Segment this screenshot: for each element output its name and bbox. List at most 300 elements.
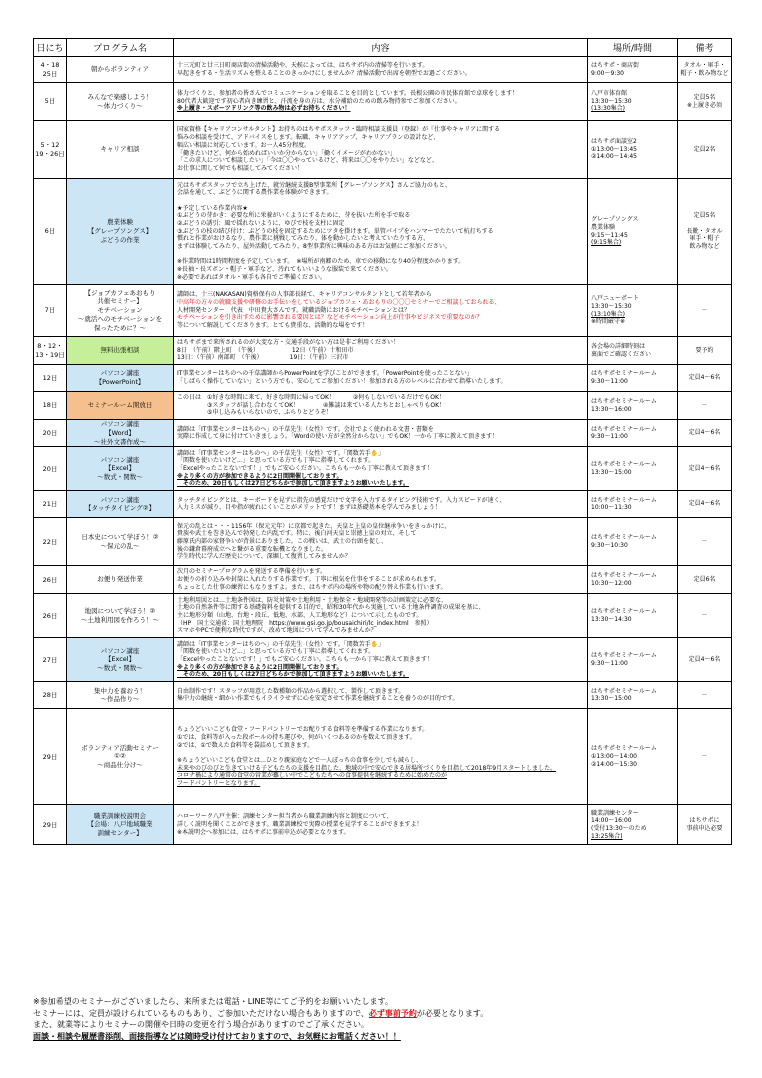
row-place-line: 9:00～9:30 (591, 69, 624, 77)
row-place (588, 491, 678, 518)
row-program-line: 【グレープソングス】 (87, 227, 153, 236)
row-date-line: 13・19日 (35, 350, 65, 359)
row-content (174, 121, 588, 179)
row-program (67, 392, 174, 420)
row-program (67, 805, 174, 845)
row-content-line: 国家資格【キャリアコンサルタント】お持ちのはちサポスタッフ・臨時相談支援員（登録）が『仕事やキャリアに関する (177, 126, 501, 134)
row-program-line: ～数式・関数～ (97, 664, 143, 673)
row-place-line: はちサポセミナールーム (591, 425, 657, 433)
row-content-line: ※必要であればタオル・軍手も各自でご準備ください。 (177, 273, 327, 281)
row-note-line: 定員4～6名 (688, 656, 721, 663)
row-date (34, 682, 67, 709)
row-note-line: 定員4～6名 (688, 500, 721, 508)
row-program-line: ～土地利用図を作ろう！～ (81, 615, 159, 624)
row-content-line: ③ぶどうの枝の結び付け：ぶどうの枝を固定するためにツタを掛けます。単管パイプをハンマーでたたいて杭打ちする (177, 227, 494, 235)
row-note-line: － (701, 612, 708, 619)
row-content (174, 365, 588, 392)
row-date (34, 709, 67, 805)
row-note (678, 365, 732, 392)
row-program-line: 集中力を養おう！ (94, 686, 146, 695)
row-content (174, 447, 588, 491)
row-program-line: ぶどうの作業 (100, 235, 140, 244)
row-program-line: 農業体験 (107, 218, 133, 227)
row-content-line: ハローワーク八戸主催：訓練センター担当者から職業訓練内容と制度について、 (177, 813, 393, 821)
row-note-line: 事前申込必要 (686, 824, 723, 832)
schedule-row (34, 518, 732, 566)
row-place-line: はちサポセミナールーム (591, 370, 657, 378)
footer-line-2 (33, 1008, 733, 1020)
row-program-line: ～数式・関数～ (97, 473, 143, 482)
row-place (588, 179, 678, 285)
row-program (67, 285, 174, 337)
schedule-row (34, 805, 732, 845)
row-content-line: 80代者大歓迎です初心者向き練習と、汗流を身の方は、水分補給のための飲み物持参でご参加ください。 (177, 97, 461, 105)
row-place-line: 八戸市体育館 (591, 89, 628, 97)
row-note-line: － (701, 401, 708, 409)
row-place (588, 594, 678, 638)
row-date (34, 83, 67, 121)
row-content (174, 491, 588, 518)
row-note-line: 定員6名 (693, 576, 716, 583)
row-date (34, 491, 67, 518)
row-place-line: 裏面でご確認ください (591, 350, 652, 358)
row-program-line: 保ったために？～ (94, 323, 146, 332)
row-date-line: 22日 (42, 537, 58, 546)
row-program-line: 【Word】 (105, 428, 135, 437)
row-content (174, 179, 588, 285)
row-place (588, 805, 678, 845)
row-program (67, 491, 174, 518)
row-place-line: 13:30～15:30 (591, 97, 632, 105)
row-content-line: 「関数を使いたいけど...」と思っている方でも丁寧に指導してくれます。 (177, 648, 375, 656)
row-note-line: 定員2名 (693, 145, 716, 153)
row-date (34, 518, 67, 566)
schedule-row (34, 285, 732, 337)
row-content-line: 「働きたいけど、何から始めればいいか分からない」「働くイメージがわかない」 (177, 149, 396, 157)
row-note-line: 軍手・帽子 (689, 235, 720, 243)
row-place-line: 13:25集合) (591, 832, 623, 840)
row-note (678, 420, 732, 447)
row-program (67, 337, 174, 365)
row-note-line: 定員5名 (693, 93, 716, 101)
row-place-line: ②14:00～14:45 (591, 153, 637, 161)
row-program-line: 共催セミナー】 (97, 297, 143, 306)
row-place-line: (9:15集合) (591, 239, 622, 247)
row-content-line: 主に地形分類（山地、台地・段丘、低地、水部、人工地形など）について示したものです。 (177, 612, 423, 619)
row-content-line: ※作業時間は1時間程度を予定しています。 ※場所が南郷のため、車での移動になり40分程度かかります。 (177, 258, 465, 266)
row-content-line: 貴族や武士を巻き込んで勃発した内乱です。特に、後白河天皇と崇徳上皇の対立、そして (177, 530, 417, 538)
row-date-line: 20日 (42, 464, 58, 473)
row-place-line: (13:30集合) (591, 105, 625, 113)
row-date-line: 26日 (42, 575, 58, 584)
row-content (174, 83, 588, 121)
schedule-row (34, 392, 732, 420)
row-content (174, 709, 588, 805)
row-place-line: 9:15～11:45 (591, 231, 628, 239)
row-program (67, 121, 174, 179)
row-content (174, 638, 588, 682)
row-program-line: 地図について学ぼう！② (84, 607, 156, 616)
schedule-row (34, 83, 732, 121)
row-date (34, 638, 67, 682)
schedule-row (34, 709, 732, 805)
schedule-row (34, 638, 732, 682)
row-content-line: 十三元町と廿三日町商店街の清掃活動や、天候によっては、はちサポ内の清掃等を行います。 (177, 61, 429, 69)
row-content-line: ※より多くの方が参加できるように2日間開催しております。 (177, 663, 343, 671)
row-content-line: ⑤申し込みもいらないので、ふらりとどうぞ！ (177, 409, 333, 417)
row-date-line: 29日 (42, 752, 58, 761)
row-place-line: ※時間厳守※ (591, 318, 626, 326)
row-place-line: はちサポセミナールーム (591, 397, 657, 405)
row-place-line: はちサポセミナールーム (591, 745, 657, 753)
row-date (34, 420, 67, 447)
row-content-line: 元はちサポスタッフで立ち上げた、就労継続支援B型事業所【グレープソングス】さんご協力のもと、 (177, 181, 451, 189)
row-content-line: ※長袖・長ズボン・帽子・軍手など、汚れてもいいような服装で来てください。 (177, 266, 393, 274)
row-place-line: 各会場の詳細時刻は (591, 342, 646, 350)
row-date-line: 4・18 (40, 61, 60, 70)
row-place (588, 337, 678, 365)
row-date-line: 25日 (42, 69, 58, 78)
row-content-line: 「Excelやったことないです！」でもご安心ください。こちらも一から丁寧に教えて頂きます！ (177, 464, 433, 472)
schedule-row (34, 337, 732, 365)
row-program-line: 【会場：八戸地域職業 (87, 820, 153, 829)
header-content: 内容 (174, 39, 588, 57)
schedule-row (34, 420, 732, 447)
row-program-line: ボランティア活動セミナー (81, 743, 159, 752)
row-place-line: ①13:00～13:45 (591, 145, 637, 153)
row-content-line: 「しばらく操作していない」という方でも、安心してご参加ください！参加される方のレベルに合わせて指導いたします。 (177, 378, 507, 386)
row-note-line: ※上履き必須 (686, 101, 723, 109)
row-note-line: タオル・軍手・ (683, 61, 726, 69)
row-note (678, 447, 732, 491)
row-content-line: モチベーションを引き出すために影響される要因とは？などモチベーション向上が仕事やビジネスで重要なのか？ (177, 314, 483, 322)
row-program (67, 638, 174, 682)
row-content-line: タッチタイピングとは、キーボードを見ずに指先の感覚だけで文字を入力するタイピング技術です。入力スピードが速く、 (177, 496, 506, 504)
row-note (678, 121, 732, 179)
footer-line-3: また、就業等によりセミナーの開催や日時の変更を行う場合がありますのでご了承ください。 (33, 1020, 369, 1030)
row-content (174, 285, 588, 337)
row-content-line: 土地利用図とは…土地条件図は、防災対策や土地利用・土地保全・地域開発等の計画策定に必要な、 (177, 596, 448, 604)
row-content-line: 13日：（午前）南部町 （午後） 19日：（午前）三沢市 (177, 354, 349, 362)
row-date (34, 57, 67, 83)
row-content-line: 講師は「IT事業センターはちのへ」の千草先生（女性）です。会社でよく使われる文書・書類を (177, 425, 434, 433)
row-date-line: 5・12 (40, 141, 60, 150)
row-program-line: 職業訓練校説明会 (94, 811, 146, 820)
footer-notes (33, 996, 733, 1042)
row-date-line: 28日 (42, 691, 58, 700)
row-program-line: モチベーション (97, 306, 143, 315)
footer-reservation-required: 必ず事前予約 (368, 1008, 417, 1018)
row-content (174, 57, 588, 83)
row-place (588, 566, 678, 594)
row-content-line: 人材開発センター 代表 中田貴大さんです。就職活動におけるモチベーションとは？ (177, 306, 411, 314)
row-program-line: ①② (114, 752, 126, 761)
row-place-line: はちサポ面談室2 (591, 137, 637, 145)
row-content-line: この日は ①好きな時間に来て、好きな時間に帰ってOK！ ②何もしないでいるだけでもOK！ (177, 394, 445, 402)
row-note-line: 定員4～6名 (688, 374, 721, 382)
row-date (34, 392, 67, 420)
row-program-line: ～商品仕分け～ (97, 761, 143, 770)
row-content-line: 土地の自然条件等に関する基礎資料を提供する目的で、昭和30年代から実施している土地条件調査の成果を基に、 (177, 604, 485, 612)
row-program-line: パソコン講座 (100, 369, 140, 378)
row-place-line: (受付13:30～のため (591, 824, 647, 832)
row-place-line: はちサポセミナールーム (591, 534, 657, 542)
row-program-line: 【PowerPoint】 (95, 378, 145, 387)
row-content-line: ★予定している作業内容★ (177, 204, 248, 212)
row-program (67, 709, 174, 805)
row-place-line: ②14:00～15:30 (591, 760, 637, 768)
row-place-line: 14:00～16:00 (591, 817, 632, 825)
row-program-line: セミナールーム開放日 (87, 401, 153, 410)
row-note-line: － (701, 691, 708, 699)
row-note-line: 飲み物など (689, 243, 720, 250)
row-program-line: 【Excel】 (104, 655, 136, 664)
footer-line-1: ※参加希望のセミナーがございましたら、来所または電話・LINE等にてご予約をお願いいたします。 (33, 997, 393, 1006)
row-date-line: 19・26日 (35, 149, 65, 158)
row-note-line: 帽子・飲み物など (680, 69, 729, 77)
row-date-line: 21日 (42, 500, 58, 509)
row-content-line: ②では、①で数えた食料等を袋詰めして頂きます。 (177, 741, 314, 749)
row-note (678, 638, 732, 682)
row-note (678, 682, 732, 709)
row-date (34, 566, 67, 594)
row-content-line: はちサポまで来所されるのが大変な方・交通手段がない方は是非ご利用ください！ (177, 339, 400, 346)
schedule-row (34, 682, 732, 709)
row-content-line: 等について解説してくださります。とても貴重な、活動的な場をです！ (177, 322, 369, 329)
row-note-line: － (701, 306, 708, 314)
row-place-line: はちサポセミナールーム (591, 572, 657, 580)
row-place (588, 518, 678, 566)
row-content-line: 8日 （午前）階上町 （午後） 12日（午前）十和田市 (177, 346, 354, 354)
row-date-line: 29日 (42, 820, 58, 829)
row-note-line (680, 220, 729, 228)
row-program-line: ～作品作り～ (100, 695, 140, 704)
row-content-line: ※より多くの方が参加できるように2日間開催しております。 (177, 472, 343, 480)
row-content (174, 337, 588, 365)
row-place-line: はちサポセミナールーム (591, 496, 657, 504)
row-place-line: グレープソングス (591, 216, 639, 224)
row-note (678, 57, 732, 83)
row-place-line: はちサポセミナールーム (591, 687, 657, 695)
row-program (67, 518, 174, 566)
row-content-line: 「この求人について相談したい」「今は〇〇やっているけど、将来は〇〇をやりたい」などなど、 (177, 157, 438, 165)
schedule-row (34, 566, 732, 594)
row-place (588, 420, 678, 447)
schedule-row (34, 447, 732, 491)
row-content-line: 講師は、十三(NAKASAN)資格保有の人事部長経て、キャリアコンサルタントとして若年者から (177, 291, 432, 299)
row-place (588, 83, 678, 121)
row-date (34, 594, 67, 638)
row-content-line: IT事業センターはちのへの千草講師からPowerPointを学びことができます。「PowerPointを使ったことない」 (177, 370, 473, 378)
row-program-line: 無料出張相談 (100, 346, 140, 355)
row-program-line: 【ジョブカフェあおもり (84, 288, 156, 297)
row-note-line: 定員4～6名 (688, 429, 721, 437)
row-content-line: 「Excelやったことないです！」でもご安心ください。こちらも一から丁寧に教えて頂きます！ (177, 656, 433, 663)
row-content (174, 566, 588, 594)
row-date-line: 7日 (44, 306, 56, 315)
row-program-line: 【Excel】 (104, 464, 136, 473)
row-note (678, 518, 732, 566)
row-content-line: 実際に作成して身に付けていきましょう。「Wordの使い方が全然分からない」でもOK！一から丁寧に教えて頂きます！ (177, 433, 499, 441)
schedule-row (34, 121, 732, 179)
row-place (588, 638, 678, 682)
schedule-table (33, 38, 732, 845)
row-content-line: 慣れと作業がおけるなり、農作業に挑戦してみたり、体を動かしたいと考えていたりする方、 (177, 235, 430, 243)
row-content (174, 805, 588, 845)
row-place (588, 709, 678, 805)
row-date (34, 805, 67, 845)
row-place-line: 13:30～14:30 (591, 615, 632, 623)
row-note (678, 179, 732, 285)
row-place-line: 9:30～11:00 (591, 433, 628, 441)
row-content-line: ③スタッフが話し合わなくてOK！ ④雑談は来ている人たちとおしゃべりもOK！ (177, 401, 446, 409)
row-place-line: 八戸ニューポート (591, 295, 640, 303)
row-date-line: 8・12・ (37, 342, 63, 351)
row-content-line: そのため、20日もしくは27日どちらかで参加して頂きますようお願いいたします。 (177, 480, 409, 488)
row-place-line: はちサポセミナールーム (591, 652, 657, 660)
row-date (34, 447, 67, 491)
row-content-line: ②ぶどうの誘引：風で揺れないように、ゆびで枝を支柱に固定 (177, 219, 345, 227)
row-content-line: 悩みの相談を受けて、アドバイスをします。転職、キャリアアップ、キャリアプランの設計など、 (177, 134, 440, 142)
row-place-line: 13:30～15:00 (591, 695, 632, 703)
row-date (34, 179, 67, 285)
row-content-line: 次月のセミナープログラムを発送する準備を行います。 (177, 568, 327, 576)
row-program (67, 83, 174, 121)
row-note (678, 83, 732, 121)
row-program (67, 566, 174, 594)
row-program-line: 日本史について学ぼう！② (81, 533, 159, 542)
row-content-line: 幅広い相談に対応しています。お一人45分程度。 (177, 141, 311, 149)
row-date (34, 285, 67, 337)
row-content-line: 早起きをする・生活リズムを整えることのきっかけにしませんか？清掃活動で出席を朝型でお過ごください。 (177, 69, 471, 77)
row-date-line: 6日 (44, 227, 56, 236)
footer-line-2a: セミナーには、定員が設けられているものもあり、ご参加いただけない場合もありますので、 (33, 1008, 369, 1018)
row-content-line: 学生時代に学んだ歴史について、深堀して復習してみませんか？ (177, 553, 351, 561)
row-content (174, 392, 588, 420)
row-program-line: パソコン講座 (100, 455, 140, 464)
row-place (588, 121, 678, 179)
row-content-line: 詳しく説明を聞くことができます。職業訓練校で実際の授業を見学することができますよ！ (177, 821, 423, 828)
footer-line-2c: が必要となります。 (416, 1008, 489, 1018)
row-content-line: お仕事に関して何でも相談してみてください！ (177, 164, 304, 172)
row-program (67, 179, 174, 285)
row-content-line: ※本説明会へ参加には、はちサポに事前申込が必要となります。 (177, 828, 350, 836)
row-place (588, 365, 678, 392)
row-place-line: (13:10集合) (591, 310, 625, 318)
header-note: 備考 (678, 39, 732, 57)
row-place-line: 13:30～15:00 (591, 468, 632, 476)
row-date-line: 18日 (42, 401, 58, 410)
row-note-line: － (701, 753, 708, 760)
row-content-line: ※上履き・スポーツドリンク等の飲み物は必ずお持ちください！ (177, 105, 351, 113)
row-program-line: ～社外文書作成～ (94, 437, 146, 446)
row-content-line: 後の鎌倉幕府成立へと繋がる重要な転機となりました。 (177, 545, 328, 553)
row-content-line: 「関数を使いたいけど...」と思っている方でも丁寧に指導してくれます。 (177, 457, 375, 465)
row-content (174, 518, 588, 566)
row-program (67, 594, 174, 638)
row-program-line: みんなで楽感しよう！ (87, 92, 153, 101)
row-program-line: ～就活へのモチベーションを (77, 314, 163, 323)
row-note-line: 定員5名 (693, 212, 716, 220)
row-note (678, 285, 732, 337)
schedule-row (34, 365, 732, 392)
row-program-line: パソコン講座 (100, 420, 140, 429)
row-program-line: 朝からボランティア (91, 65, 149, 74)
row-note-line: はちサポに (689, 817, 720, 825)
row-content-line: 会話を通して、ぶどうに関する農作業を体験ができます。 (177, 189, 333, 197)
row-place-line: はちサポ・商店街 (591, 61, 640, 69)
row-note (678, 337, 732, 365)
row-content-line: スマホやPCで便利な時代ですが、改めて地図について学んでみませんか？ (177, 627, 377, 635)
row-place-line: 13:30～16:00 (591, 405, 632, 413)
row-content-line: 入力ミスが減り、目や指が疲れにくいことがメリットです！まずは基礎基本を学んでみましょう！ (177, 504, 441, 512)
row-content-line: ①では、食料等が入った段ボールの持ち運びや、何がいくつあるのかを数えて頂きます。 (177, 733, 416, 741)
row-date-line: 20日 (42, 429, 58, 438)
row-program-line: 【タッチタイピング②】 (84, 504, 156, 513)
row-program (67, 682, 174, 709)
row-place-line: 9:30～10:30 (591, 541, 628, 549)
row-place (588, 392, 678, 420)
row-content-line: （HP 国土交通省：国土地理院 https://www.gsi.go.jp/bousaichiri/lc_index.html 参照） (177, 619, 433, 627)
row-content-line: 集中力の継続・細かい作業でもイライラせずに心を安定させて作業を継続することを養うのが目的です。 (177, 695, 459, 703)
header-place: 場所/時間 (588, 39, 678, 57)
footer-line-4: 面談・相談や履歴書添削、面接指導などは随時受け付けておりますので、お気軽にお電話ください！！ (33, 1031, 401, 1041)
schedule-row (34, 57, 732, 83)
row-date-line: 12日 (42, 373, 58, 382)
row-date (34, 365, 67, 392)
row-note (678, 594, 732, 638)
row-content-line: 中高年の方々の就職支援や研修のお手伝いをしているジョブカフェ・あおもりの〇〇〇セミナーでご相談しておられる、 (177, 298, 501, 306)
row-content-line: お便りの折り込みや封筒に入れたりする作業です。丁寧に根気を仕事をすることが求められます。 (177, 576, 441, 583)
row-place (588, 447, 678, 491)
row-content-line (177, 749, 584, 757)
row-note (678, 566, 732, 594)
schedule-row (34, 491, 732, 518)
row-place-line: 10:00～11:30 (591, 504, 632, 512)
header-date: 日にち (34, 39, 67, 57)
row-content-line: 講師は「IT事業センターはちのへ」の千草先生（女性）です。「関数苦手✋」 (177, 449, 385, 457)
row-content-line: 体力づくりと、参加者の皆さんでコミュニケーションを取ることを目的としています。長根公園の市民体育館で卓球をします！ (177, 89, 519, 97)
row-program-line: パソコン講座 (100, 495, 140, 504)
row-program-line: お便り発送作業 (97, 575, 143, 584)
row-content-line: 未来やのびのびと生きていける子どもたちの支援を目指した、地域の中で安心できる居場所づくりを目指して2018年9月スタートしました。 (177, 764, 557, 772)
row-content-line: そのため、20日もしくは27日どちらかで参加して頂きますようお願いいたします。 (177, 671, 409, 679)
row-note (678, 805, 732, 845)
row-program-line: キャリア相談 (100, 145, 140, 154)
row-place-line: 10:30～12:00 (591, 579, 632, 587)
row-content-line: ちょうどいいこども食堂・フードパントリーでお配りする食料等を準備する作業になります。 (177, 726, 429, 734)
row-content-line: ※ちょうどいいこども食堂とは…ひとり親家庭などで一人ぼっちの食事を少しでも減らし、 (177, 756, 423, 764)
row-note-line: 定員4～6名 (688, 464, 721, 472)
row-program (67, 365, 174, 392)
row-program-line: ～体力づくり～ (97, 101, 143, 110)
row-content (174, 682, 588, 709)
row-program (67, 57, 174, 83)
schedule-row (34, 179, 732, 285)
row-place (588, 682, 678, 709)
row-program (67, 447, 174, 491)
row-program-line: パソコン講座 (100, 646, 140, 655)
row-note (678, 491, 732, 518)
row-place (588, 285, 678, 337)
row-program (67, 420, 174, 447)
row-date-line: 5日 (44, 97, 56, 106)
row-content-line: フードパントリーとなります。 (177, 779, 261, 787)
schedule-sheet (33, 38, 731, 845)
row-content-line: 自由制作です！スタッフが用意した数種類の作品から選択して、製作して頂きます。 (177, 687, 405, 695)
row-note (678, 709, 732, 805)
row-content-line: 藤原氏内部の家督争いが背景にありました。この戦いは、武士の台頭を促し、 (177, 537, 388, 545)
